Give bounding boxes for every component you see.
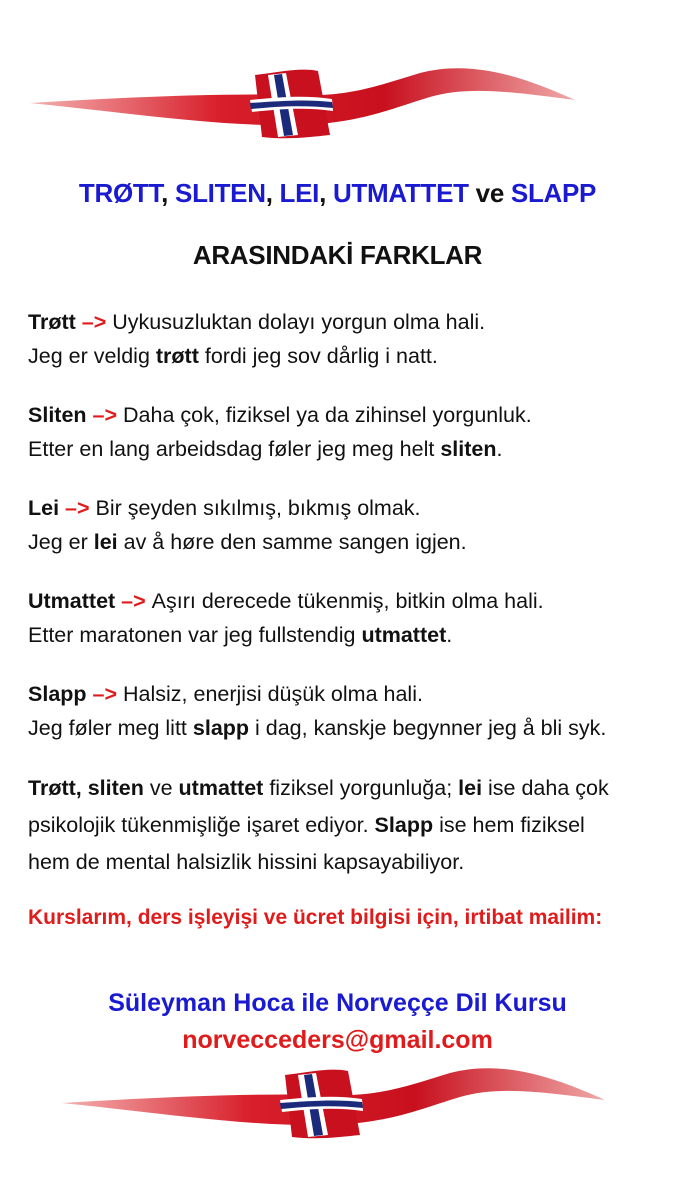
title-separator: ,	[319, 178, 333, 208]
entry-example-line	[28, 618, 655, 652]
entry-example-line	[28, 525, 655, 559]
entry-definition: Halsiz, enerjisi düşük olma hali.	[123, 682, 423, 706]
arrow-icon: –>	[115, 589, 152, 613]
entry-example-line	[28, 711, 655, 745]
summary-text: ise hem fiziksel	[433, 813, 585, 837]
arrow-icon: –>	[59, 496, 96, 520]
summary-text: ve	[143, 776, 179, 800]
entry-utmattet	[28, 584, 655, 652]
entry-trott	[28, 305, 655, 373]
title-word-slapp: SLAPP	[510, 178, 597, 208]
entry-definition-line	[28, 491, 655, 525]
title-separator: ,	[265, 178, 280, 208]
entry-definition: Aşırı derecede tükenmiş, bitkin olma hali.	[151, 589, 544, 613]
example-text: av å høre den samme sangen igjen.	[117, 530, 467, 554]
entry-term: Sliten	[28, 403, 87, 427]
page-subtitle: ARASINDAKİ FARKLAR	[192, 240, 483, 270]
norway-ribbon-top-icon	[0, 45, 675, 155]
example-text: Etter maratonen var jeg fullstendig	[28, 623, 362, 647]
contact-line: Kurslarım, ders işleyişi ve ücret bilgisi için, irtibat mailim:	[28, 906, 603, 929]
course-name: Süleyman Hoca ile Norveççe Dil Kursu	[108, 989, 567, 1017]
summary-keyword: Slapp	[374, 813, 434, 837]
example-text: Jeg er	[28, 530, 94, 554]
example-keyword: lei	[93, 530, 118, 554]
entry-definition-line	[28, 677, 655, 711]
example-keyword: slapp	[192, 716, 250, 740]
entry-definition-line	[28, 398, 655, 432]
entry-term: Lei	[28, 496, 60, 520]
summary-text: ise daha çok	[482, 776, 609, 800]
title-word-trott: TRØTT	[78, 178, 162, 208]
norway-ribbon-bottom-icon	[0, 1055, 675, 1165]
example-text: Jeg føler meg litt	[28, 716, 193, 740]
title-word-utmattet: UTMATTET	[332, 178, 469, 208]
contact-email-link[interactable]: norvecceders@gmail.com	[182, 1026, 493, 1054]
example-text: .	[496, 437, 503, 461]
entry-example-line	[28, 339, 655, 373]
summary-keyword: utmattet	[178, 776, 264, 800]
title-word-sliten: SLITEN	[175, 178, 266, 208]
title-separator: ,	[161, 178, 176, 208]
summary-text: psikolojik tükenmişliğe işaret ediyor.	[28, 813, 375, 837]
example-keyword: utmattet	[361, 623, 447, 647]
example-text: i dag, kanskje begynner jeg å bli syk.	[249, 716, 607, 740]
summary-paragraph	[28, 770, 655, 881]
entry-term: Utmattet	[28, 589, 116, 613]
entry-definition-line	[28, 584, 655, 618]
content-body	[28, 305, 655, 935]
entry-sliten	[28, 398, 655, 466]
entry-definition: Bir şeyden sıkılmış, bıkmış olmak.	[95, 496, 421, 520]
entry-lei	[28, 491, 655, 559]
arrow-icon: –>	[86, 682, 124, 706]
summary-text: hem de mental halsizlik hissini kapsayabiliyor.	[28, 850, 465, 874]
example-text: Jeg er veldig	[28, 344, 156, 368]
example-text: .	[446, 623, 453, 647]
example-keyword: sliten	[440, 437, 497, 461]
entry-term: Slapp	[28, 682, 87, 706]
page-title	[0, 178, 675, 209]
title-conjunction: ve	[468, 178, 511, 208]
title-word-lei: LEI	[279, 178, 320, 208]
summary-line	[28, 844, 655, 881]
footer	[0, 985, 675, 1059]
summary-keyword: Trøtt, sliten	[28, 776, 144, 800]
summary-line	[28, 770, 655, 807]
entry-slapp	[28, 677, 655, 745]
entry-term: Trøtt	[28, 310, 76, 334]
entry-definition: Uykusuzluktan dolayı yorgun olma hali.	[112, 310, 486, 334]
example-text: fordi jeg sov dårlig i natt.	[198, 344, 438, 368]
entry-example-line	[28, 432, 655, 466]
arrow-icon: –>	[75, 310, 113, 334]
example-keyword: trøtt	[155, 344, 199, 368]
summary-keyword: lei	[458, 776, 483, 800]
arrow-icon: –>	[86, 403, 124, 427]
summary-line	[28, 807, 655, 844]
example-text: Etter en lang arbeidsdag føler jeg meg helt	[28, 437, 441, 461]
summary-text: fiziksel yorgunluğa;	[263, 776, 459, 800]
entry-definition-line	[28, 305, 655, 339]
entry-definition: Daha çok, fiziksel ya da zihinsel yorgunluk.	[123, 403, 532, 427]
